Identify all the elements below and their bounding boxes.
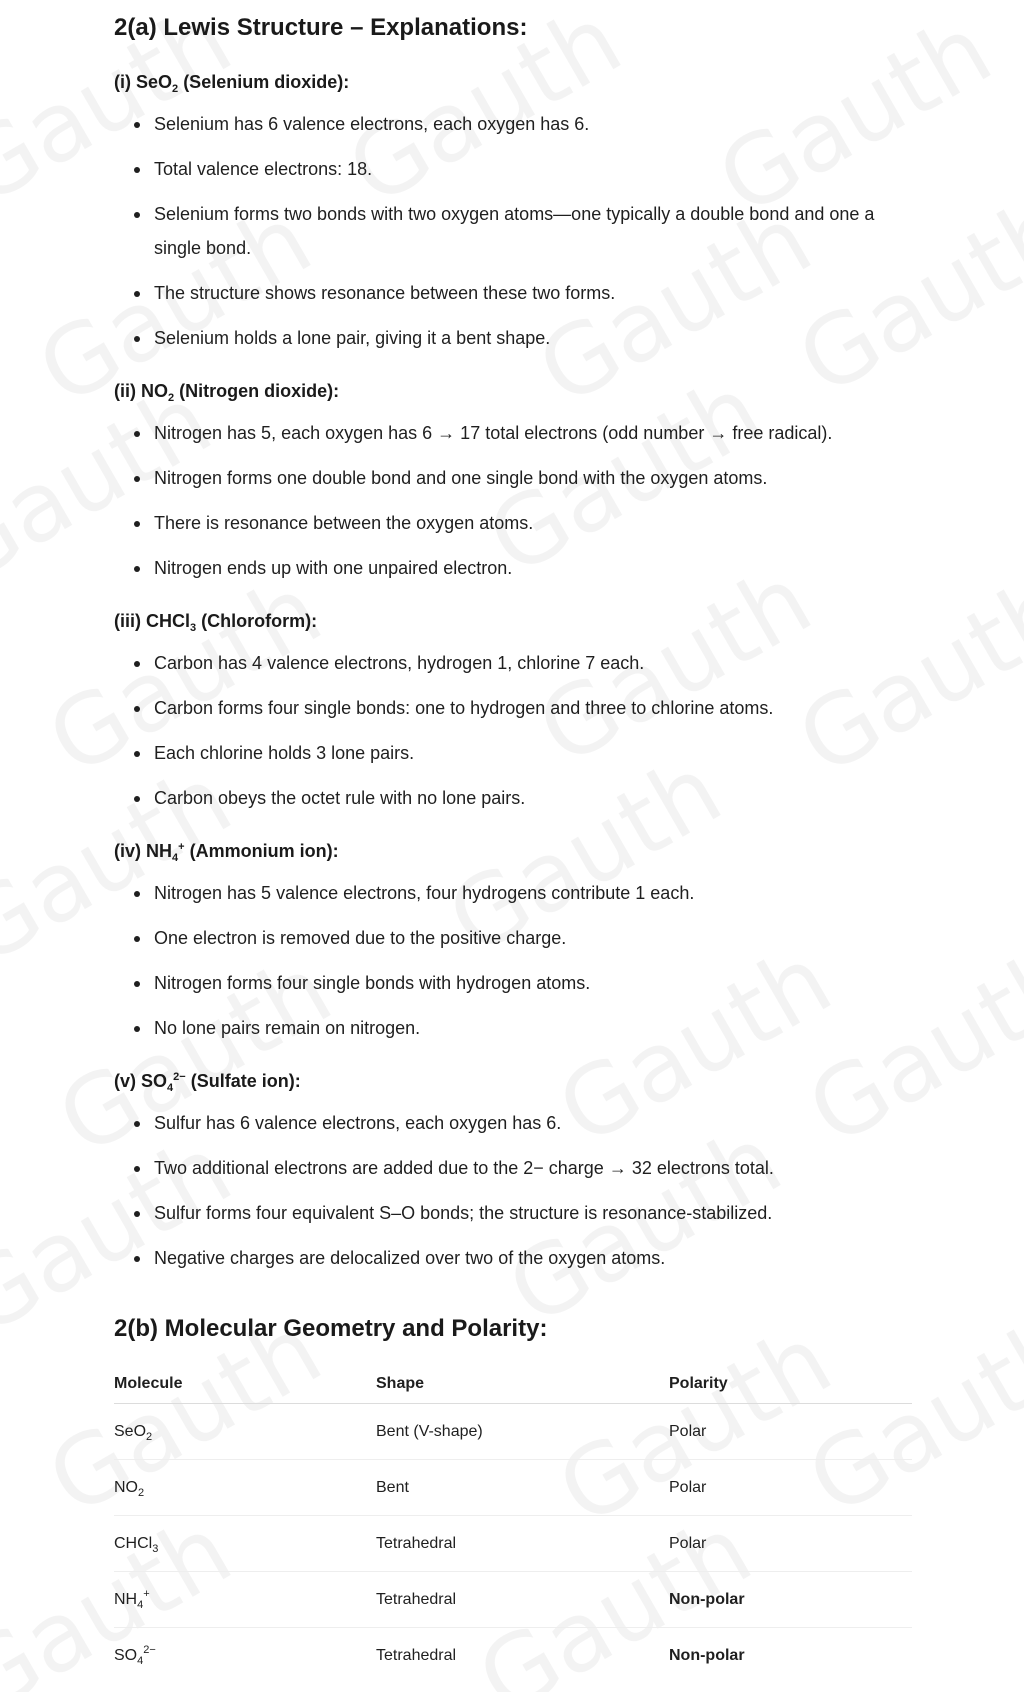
formula-subscript: 2 [172, 83, 179, 95]
cell-polarity: Polar [669, 1404, 912, 1460]
chemical-formula [146, 611, 197, 634]
section-title [114, 381, 914, 402]
list-item: Nitrogen forms one double bond and one single bond with the oxygen atoms. [134, 461, 914, 495]
formula-base: NH [146, 841, 173, 861]
chemical-formula [114, 1534, 159, 1555]
chemical-formula [114, 1422, 153, 1443]
list-item: Carbon obeys the octet rule with no lone pairs. [134, 781, 914, 815]
formula-charge: + [143, 1587, 150, 1600]
formula-base: SO [141, 1071, 168, 1091]
heading-lewis-structure: 2(a) Lewis Structure – Explanations: [114, 14, 528, 41]
formula-base: SO [114, 1646, 138, 1664]
list-item: Each chlorine holds 3 lone pairs. [134, 736, 914, 770]
cell-polarity: Polar [669, 1460, 912, 1516]
cell-shape: Bent (V-shape) [376, 1404, 669, 1460]
section-label: (i) [114, 72, 131, 92]
chemical-formula [114, 1478, 145, 1499]
list-item: There is resonance between the oxygen atoms. [134, 506, 914, 540]
list-item: One electron is removed due to the positive charge. [134, 921, 914, 955]
col-header-polarity: Polarity [669, 1367, 912, 1404]
formula-base: CHCl [146, 611, 191, 631]
cell-molecule [114, 1628, 376, 1684]
list-item: Sulfur forms four equivalent S–O bonds; the structure is resonance-stabilized. [134, 1196, 914, 1230]
list-item: Nitrogen has 5 valence electrons, four hydrogens contribute 1 each. [134, 876, 914, 910]
chemical-formula [114, 1643, 156, 1667]
formula-base: NH [114, 1590, 138, 1608]
list-item: Carbon has 4 valence electrons, hydrogen 1, chlorine 7 each. [134, 646, 914, 680]
formula-subscript: 2 [146, 1430, 153, 1443]
table-header-row [114, 1367, 912, 1404]
table-row [114, 1572, 912, 1628]
section-title [114, 72, 914, 93]
section-label: (ii) [114, 381, 136, 401]
formula-subscript: 4 [137, 1654, 144, 1667]
list-item: Selenium has 6 valence electrons, each oxygen has 6. [134, 107, 914, 141]
heading-geometry-polarity: 2(b) Molecular Geometry and Polarity: [114, 1315, 548, 1342]
section-name: (Chloroform): [201, 611, 318, 631]
list-item: Nitrogen ends up with one unpaired electron. [134, 551, 914, 585]
chemical-formula [146, 841, 185, 864]
cell-shape: Tetrahedral [376, 1516, 669, 1572]
list-item: Two additional electrons are added due to the 2− charge → 32 electrons total. [134, 1151, 914, 1185]
section-name: (Sulfate ion): [190, 1071, 301, 1091]
formula-charge: 2− [143, 1643, 156, 1656]
list-item: Selenium holds a lone pair, giving it a bent shape. [134, 321, 914, 355]
cell-shape: Tetrahedral [376, 1572, 669, 1628]
section-title [114, 1071, 914, 1092]
chemical-formula [141, 381, 175, 404]
bullet-list [114, 107, 914, 355]
formula-charge: 2− [173, 1071, 186, 1083]
table-row [114, 1460, 912, 1516]
list-item: Selenium forms two bonds with two oxygen atoms—one typically a double bond and one a single bond. [134, 197, 914, 265]
chemical-formula [136, 72, 179, 95]
geometry-polarity-table [114, 1367, 912, 1683]
section-name: (Selenium dioxide): [183, 72, 350, 92]
formula-base: NO [114, 1478, 138, 1496]
formula-charge: + [178, 841, 185, 853]
bullet-list [114, 416, 914, 585]
section-label: (iv) [114, 841, 141, 861]
list-item: Nitrogen has 5, each oxygen has 6 → 17 total electrons (odd number → free radical). [134, 416, 914, 450]
list-item: Sulfur has 6 valence electrons, each oxygen has 6. [134, 1106, 914, 1140]
formula-subscript: 2 [168, 392, 175, 404]
section-name: (Nitrogen dioxide): [179, 381, 340, 401]
list-item: Carbon forms four single bonds: one to hydrogen and three to chlorine atoms. [134, 691, 914, 725]
section-title [114, 611, 914, 632]
cell-polarity: Non-polar [669, 1572, 912, 1628]
table-row [114, 1404, 912, 1460]
formula-subscript: 4 [172, 852, 179, 864]
bullet-list [114, 1106, 914, 1275]
formula-base: CHCl [114, 1534, 153, 1552]
col-header-shape: Shape [376, 1367, 669, 1404]
formula-subscript: 3 [152, 1542, 159, 1555]
bullet-list [114, 646, 914, 815]
section-label: (iii) [114, 611, 141, 631]
list-item: Negative charges are delocalized over two of the oxygen atoms. [134, 1241, 914, 1275]
section-name: (Ammonium ion): [189, 841, 339, 861]
bullet-list [114, 876, 914, 1045]
cell-shape: Bent [376, 1460, 669, 1516]
formula-subscript: 2 [138, 1486, 145, 1499]
formula-subscript: 4 [167, 1082, 174, 1094]
list-item: The structure shows resonance between these two forms. [134, 276, 914, 310]
list-item: No lone pairs remain on nitrogen. [134, 1011, 914, 1045]
lewis-sections [114, 72, 914, 1275]
list-item: Total valence electrons: 18. [134, 152, 914, 186]
cell-molecule [114, 1516, 376, 1572]
list-item: Nitrogen forms four single bonds with hydrogen atoms. [134, 966, 914, 1000]
cell-shape: Tetrahedral [376, 1646, 457, 1664]
chemical-formula [114, 1587, 150, 1611]
chemical-formula [141, 1071, 186, 1094]
formula-base: SeO [114, 1422, 147, 1440]
cell-polarity: Polar [669, 1516, 912, 1572]
section-title [114, 841, 914, 862]
col-header-molecule: Molecule [114, 1367, 376, 1404]
cell-molecule [114, 1572, 376, 1628]
formula-subscript: 3 [190, 622, 197, 634]
formula-base: NO [141, 381, 169, 401]
formula-base: SeO [136, 72, 173, 92]
table-row [114, 1628, 912, 1684]
section-label: (v) [114, 1071, 136, 1091]
table-row [114, 1516, 912, 1572]
cell-molecule [114, 1404, 376, 1460]
cell-molecule [114, 1460, 376, 1516]
formula-subscript: 4 [137, 1598, 144, 1611]
cell-polarity: Non-polar [669, 1646, 745, 1664]
